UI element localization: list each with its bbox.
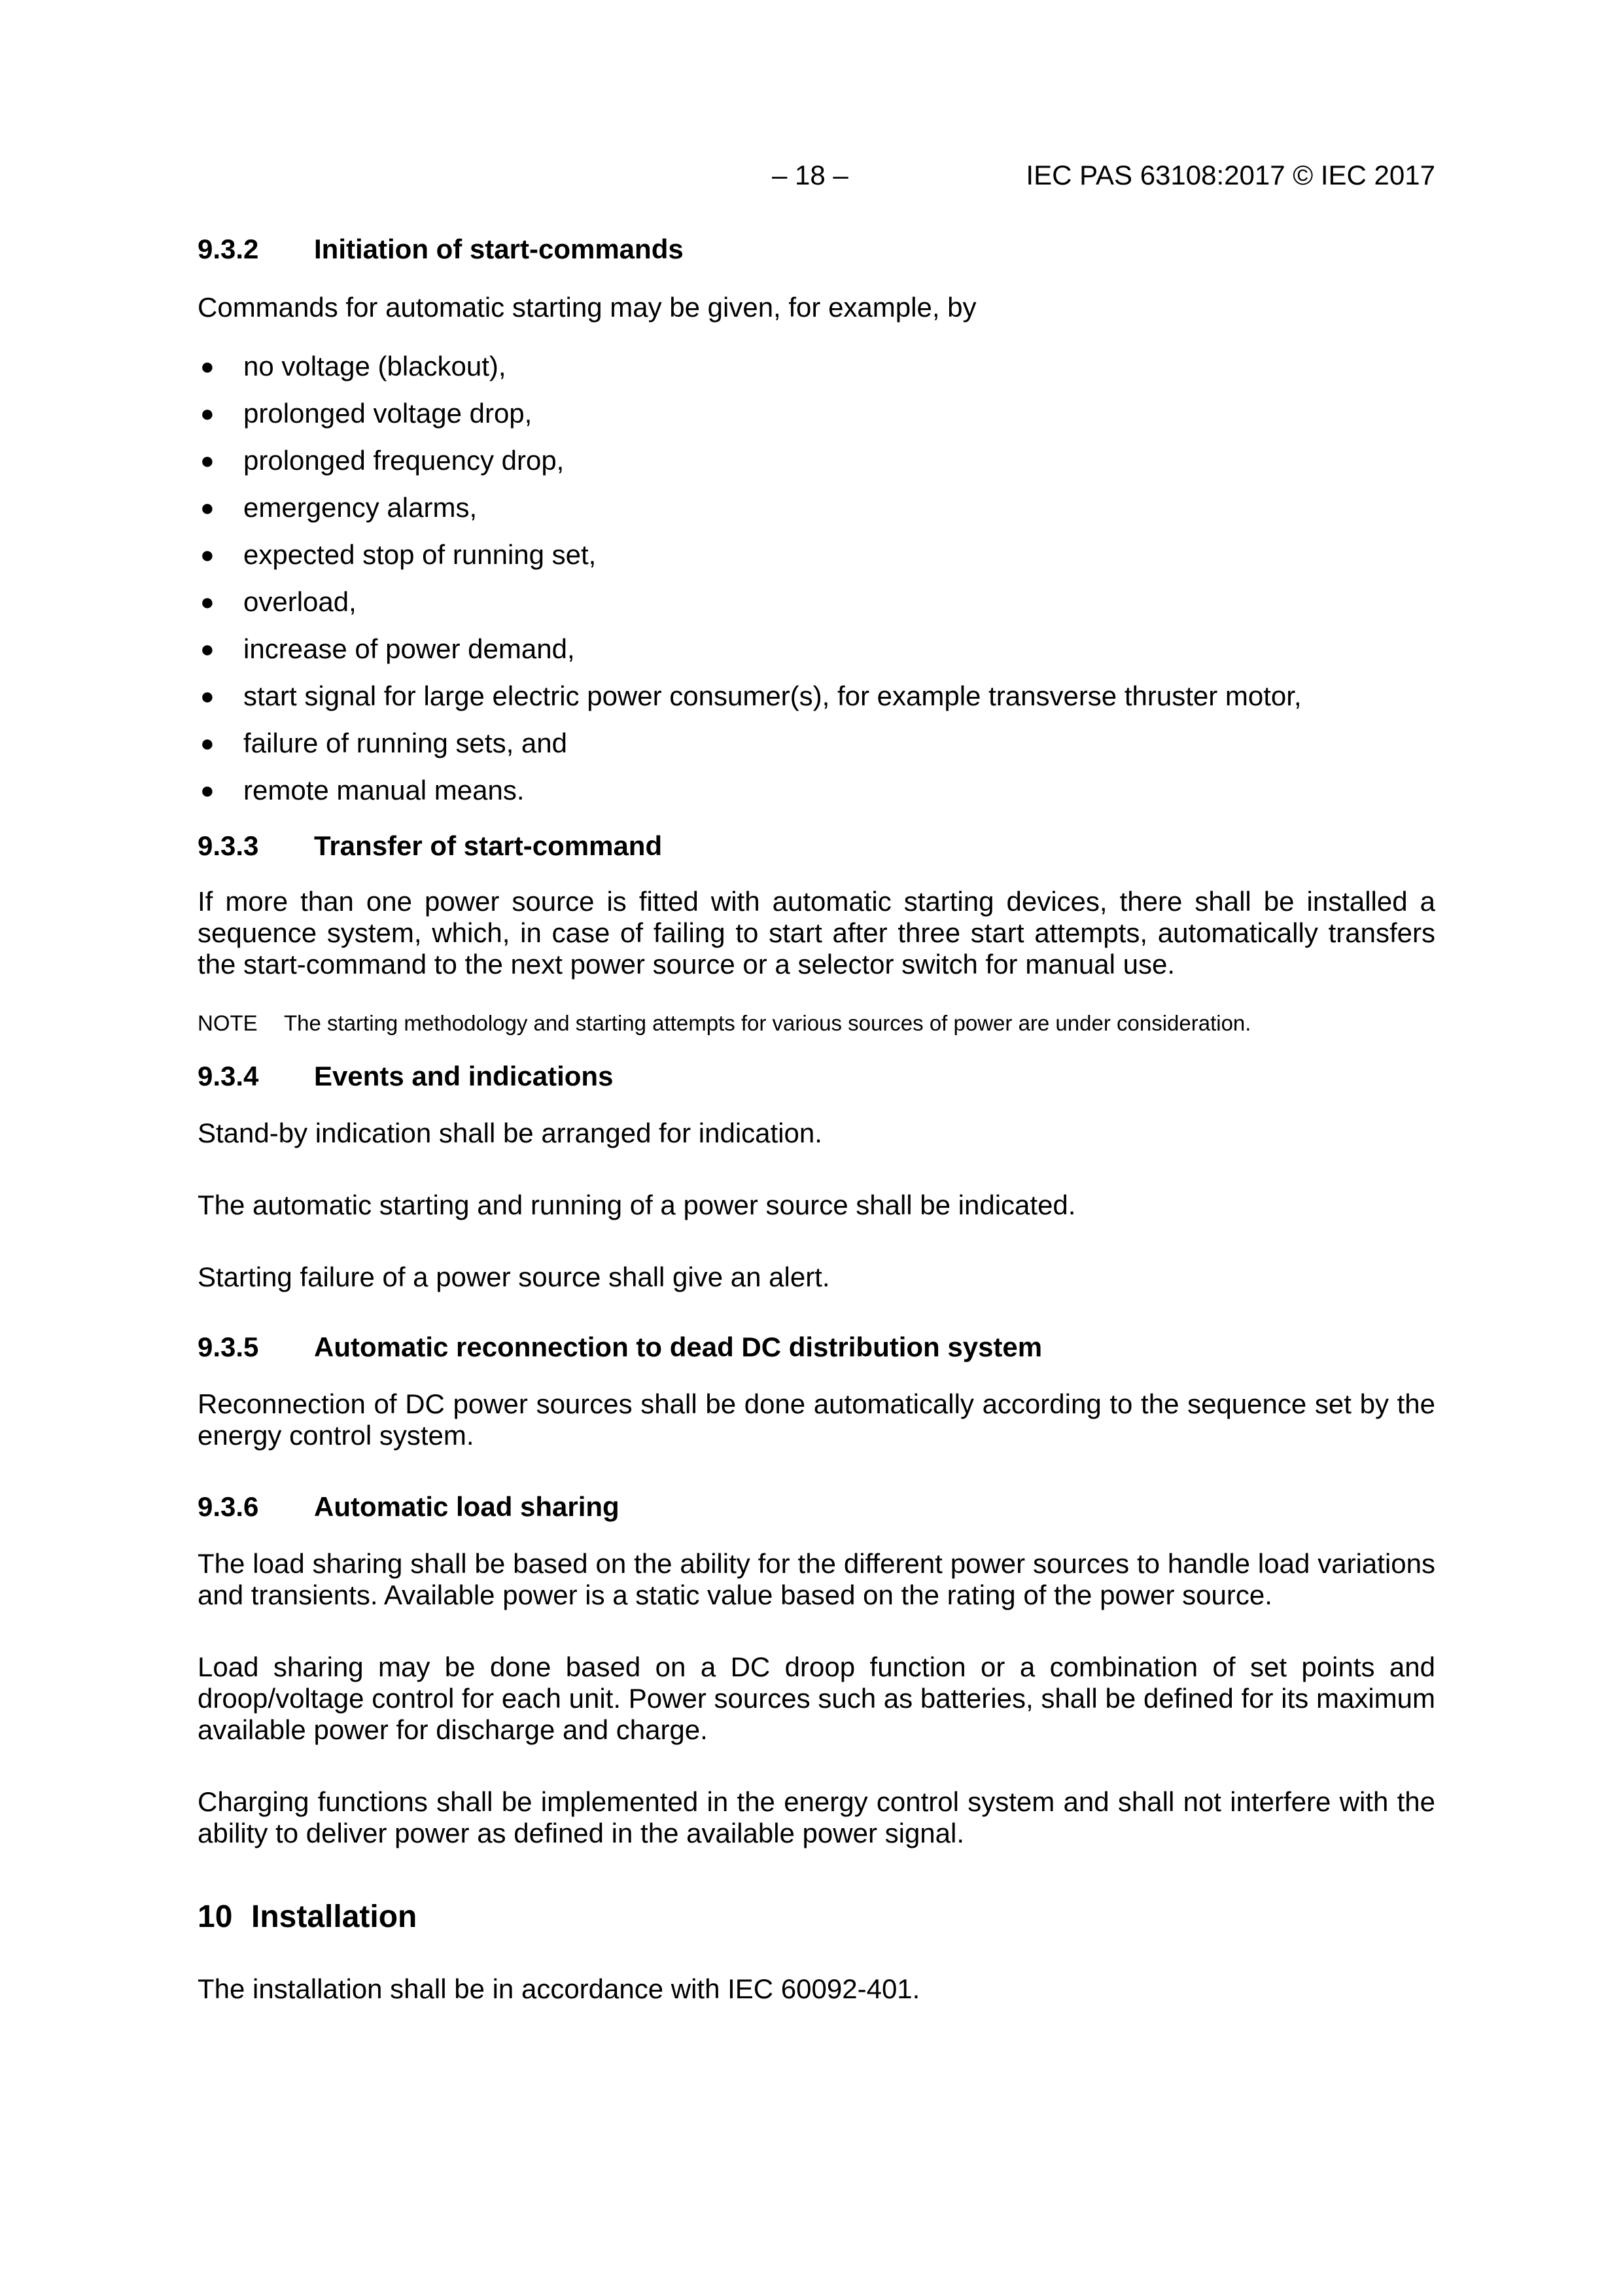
bullet-icon: ● [200,353,215,380]
list-item [198,445,1435,492]
bullet-icon: ● [200,588,215,615]
list-item-text: start signal for large electric power consumer(s), for example transverse thruster motor, [243,680,1302,711]
note-text: The starting methodology and starting attempts for various sources of power are under consideration. [284,1011,1251,1035]
list-item [198,539,1435,586]
list-item [198,775,1435,814]
bullet-icon: ● [200,635,215,662]
list-item-text: no voltage (blackout), [243,351,506,381]
bullet-icon: ● [200,777,215,804]
list-item-text: remote manual means. [243,775,525,805]
heading-number: 9.3.2 [198,234,259,264]
list-item-text: overload, [243,586,357,617]
paragraph: Charging functions shall be implemented in the energy control system and shall not interfere with the ability to deliver power as defined in the available power signal. [198,1786,1435,1848]
heading-title: Initiation of start-commands [314,234,684,264]
page-content [198,233,1435,2005]
heading-9-3-3 [198,830,1435,862]
paragraph: Starting failure of a power source shall give an alert. [198,1262,830,1292]
list-item-text: failure of running sets, and [243,728,567,758]
list-item [198,586,1435,633]
heading-number: 9.3.5 [198,1332,259,1362]
paragraph: The load sharing shall be based on the ability for the different power sources to handle load variations and transients. Available power is a static value based on the rating of the power source. [198,1548,1435,1610]
heading-title: Automatic load sharing [314,1491,620,1522]
list-item-text: increase of power demand, [243,633,575,664]
heading-10 [198,1899,1435,1935]
paragraph: Stand-by indication shall be arranged for indication. [198,1118,822,1148]
paragraph: The automatic starting and running of a power source shall be indicated. [198,1190,1076,1220]
list-item [198,492,1435,539]
start-command-list [198,351,1435,814]
list-item [198,728,1435,775]
paragraph: If more than one power source is fitted with automatic starting devices, there shall be installed a sequence system, which, in case of failing to start after three start attempts, automatically transfers the start-command to the next power source or a selector switch for manual use. [198,886,1435,980]
heading-number: 9.3.4 [198,1061,259,1091]
list-item-text: prolonged voltage drop, [243,398,532,429]
heading-9-3-5 [198,1331,1435,1364]
note-label: NOTE [198,1011,258,1035]
heading-title: Automatic reconnection to dead DC distribution system [314,1332,1043,1362]
heading-9-3-4 [198,1060,1435,1093]
heading-title: Installation [251,1899,417,1934]
bullet-icon: ● [200,730,215,756]
list-item [198,398,1435,445]
heading-title: Transfer of start-command [314,830,663,861]
heading-title: Events and indications [314,1061,614,1091]
heading-9-3-6 [198,1491,1435,1523]
list-item [198,680,1435,728]
bullet-icon: ● [200,447,215,474]
list-item-text: emergency alarms, [243,492,478,523]
bullet-icon: ● [200,400,215,427]
heading-number: 10 [198,1899,233,1934]
heading-number: 9.3.6 [198,1491,259,1522]
paragraph: Reconnection of DC power sources shall be done automatically according to the sequence set by the energy control system. [198,1388,1435,1451]
note [198,1010,1435,1036]
paragraph: Commands for automatic starting may be given, for example, by [198,292,977,323]
list-item-text: expected stop of running set, [243,539,597,570]
list-item-text: prolonged frequency drop, [243,445,565,476]
bullet-icon: ● [200,682,215,709]
document-id: IEC PAS 63108:2017 © IEC 2017 [1026,160,1435,190]
page-number: – 18 – [772,160,848,190]
list-item [198,351,1435,398]
paragraph: Load sharing may be done based on a DC droop function or a combination of set points and droop/voltage control for each unit. Power sources such as batteries, shall be defined for its maximum available power for discharge and charge. [198,1651,1435,1745]
list-item [198,633,1435,680]
bullet-icon: ● [200,494,215,521]
heading-number: 9.3.3 [198,830,259,861]
paragraph: The installation shall be in accordance with IEC 60092-401. [198,1973,920,2004]
bullet-icon: ● [200,541,215,568]
heading-9-3-2 [198,233,1435,266]
